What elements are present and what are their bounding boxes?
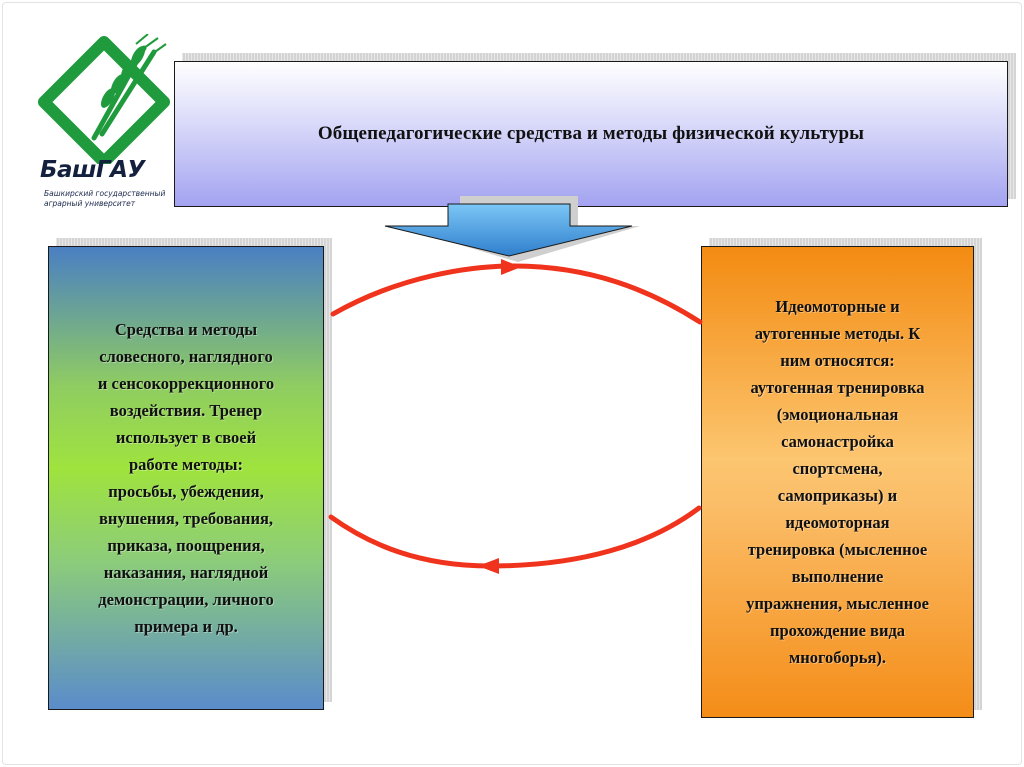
right-line: спортсмена,: [792, 459, 883, 478]
down-arrow-icon: [385, 204, 632, 256]
right-line: выполнение: [791, 567, 884, 586]
left-line: примера и др.: [134, 617, 238, 636]
right-line: (эмоциональная: [776, 405, 899, 424]
right-line: Идеомоторные и: [775, 297, 900, 316]
right-line: аутогенные методы. К: [754, 324, 921, 343]
right-line: ним относятся:: [780, 351, 895, 370]
logo-name: БашГАУ: [40, 157, 145, 183]
right-line: тренировка (мысленное: [747, 540, 928, 559]
right-line: самонастройка: [781, 432, 894, 451]
left-line: внушения, требования,: [98, 509, 273, 528]
left-line: и сенсокоррекционного: [97, 374, 275, 393]
right-line: самоприказы) и: [777, 486, 898, 505]
left-line: словесного, наглядного: [99, 347, 273, 366]
left-line: использует в своей: [115, 428, 257, 447]
right-line: многоборья).: [788, 648, 887, 667]
title-text: Общепедагогические средства и методы физической культуры: [317, 123, 865, 144]
logo-subtitle-line2: аграрный университет: [44, 199, 136, 208]
left-line: демонстрации, личного: [98, 590, 274, 609]
left-line: воздействия. Тренер: [109, 401, 263, 420]
left-line: наказания, наглядной: [103, 563, 269, 582]
right-line: прохождение вида: [769, 621, 906, 640]
left-line: Средства и методы: [114, 320, 258, 339]
cycle-arc-top: [333, 266, 700, 322]
left-line: приказа, поощрения,: [107, 536, 265, 555]
left-line: просьбы, убеждения,: [108, 482, 264, 501]
right-line: аутогенная тренировка: [750, 378, 925, 397]
right-line: идеомоторная: [785, 513, 890, 532]
left-line: работе методы:: [129, 455, 243, 474]
cycle-arc-bottom: [331, 508, 699, 566]
right-line: упражнения, мысленное: [746, 594, 929, 613]
logo-subtitle-line1: Башкирский государственный: [44, 189, 166, 198]
arrowhead-left-icon: [478, 558, 499, 574]
